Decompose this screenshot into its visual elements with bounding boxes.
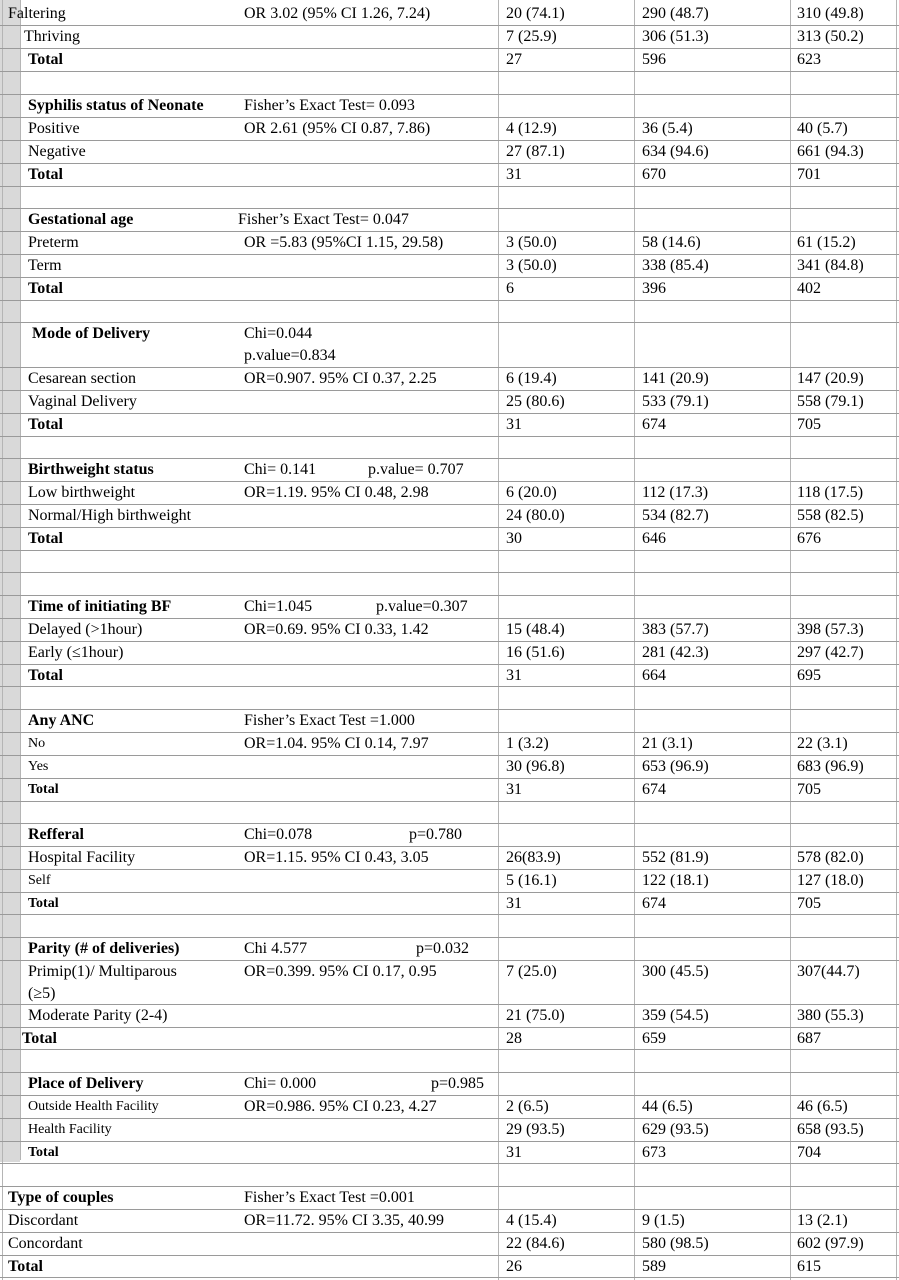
p-value: p=0.032 xyxy=(416,940,470,957)
count-cell: 580 (98.5) xyxy=(642,1235,709,1252)
test-statistic: OR=11.72. 95% CI 3.35, 40.99 xyxy=(244,1212,444,1229)
count-cell: 646 xyxy=(642,530,666,547)
count-cell: 307(44.7) xyxy=(797,963,860,980)
count-cell: 20 (74.1) xyxy=(506,5,565,22)
table-row xyxy=(0,824,899,847)
count-cell: 615 xyxy=(797,1258,821,1275)
row-label: Self xyxy=(28,873,51,888)
count-cell: 5 (16.1) xyxy=(506,872,557,889)
count-cell: 28 xyxy=(506,1030,522,1047)
table-row xyxy=(0,459,899,482)
count-cell: 589 xyxy=(642,1258,666,1275)
count-cell: 61 (15.2) xyxy=(797,234,856,251)
count-cell: 683 (96.9) xyxy=(797,758,864,775)
count-cell: 705 xyxy=(797,895,821,912)
table-row xyxy=(0,528,899,551)
group-header-label: Gestational age xyxy=(28,211,134,228)
spacer-row xyxy=(0,573,899,596)
table-row xyxy=(0,619,899,642)
table-row xyxy=(0,710,899,733)
total-label: Total xyxy=(28,1145,59,1160)
count-cell: 22 (84.6) xyxy=(506,1235,565,1252)
count-cell: 21 (3.1) xyxy=(642,735,693,752)
row-label: Discordant xyxy=(8,1212,79,1229)
count-cell: 7 (25.9) xyxy=(506,28,557,45)
count-cell: 578 (82.0) xyxy=(797,849,864,866)
test-statistic: Chi= 0.000 xyxy=(244,1075,317,1092)
spacer-row xyxy=(0,72,899,95)
count-cell: 341 (84.8) xyxy=(797,257,864,274)
table-row xyxy=(0,1187,899,1210)
count-cell: 634 (94.6) xyxy=(642,143,709,160)
count-cell: 623 xyxy=(797,51,821,68)
count-cell: 118 (17.5) xyxy=(797,484,864,501)
count-cell: 21 (75.0) xyxy=(506,1007,565,1024)
table-row xyxy=(0,164,899,187)
row-label: Faltering xyxy=(8,5,66,22)
table-row xyxy=(0,278,899,301)
row-label: Normal/High birthweight xyxy=(28,507,192,524)
count-cell: 40 (5.7) xyxy=(797,120,848,137)
group-header-label: Refferal xyxy=(28,826,84,843)
test-statistic: OR=1.15. 95% CI 0.43, 3.05 xyxy=(244,849,429,866)
total-label: Total xyxy=(22,1030,57,1047)
group-header-label: Place of Delivery xyxy=(28,1075,144,1092)
count-cell: 26(83.9) xyxy=(506,849,561,866)
total-label: Total xyxy=(28,280,63,297)
count-cell: 2 (6.5) xyxy=(506,1098,549,1115)
group-header-label: Any ANC xyxy=(28,712,95,729)
table-row xyxy=(0,1233,899,1256)
count-cell: 122 (18.1) xyxy=(642,872,709,889)
count-cell: 9 (1.5) xyxy=(642,1212,685,1229)
table-row xyxy=(0,893,899,915)
count-cell: 359 (54.5) xyxy=(642,1007,709,1024)
table-row xyxy=(0,368,899,391)
table-row xyxy=(0,1210,899,1233)
row-label: No xyxy=(28,736,46,751)
count-cell: 36 (5.4) xyxy=(642,120,693,137)
test-statistic: OR=1.04. 95% CI 0.14, 7.97 xyxy=(244,735,429,752)
row-label: Cesarean section xyxy=(28,370,136,387)
count-cell: 3 (50.0) xyxy=(506,234,557,251)
count-cell: 306 (51.3) xyxy=(642,28,709,45)
group-header-label: Parity (# of deliveries) xyxy=(28,940,180,957)
p-value: p=0.780 xyxy=(409,826,463,843)
test-statistic: OR=0.69. 95% CI 0.33, 1.42 xyxy=(244,621,429,638)
count-cell: 629 (93.5) xyxy=(642,1121,709,1138)
count-cell: 281 (42.3) xyxy=(642,644,709,661)
spacer-row xyxy=(0,551,899,573)
count-cell: 6 xyxy=(506,280,514,297)
spacer-row xyxy=(0,301,899,323)
table-row xyxy=(0,118,899,141)
count-cell: 6 (20.0) xyxy=(506,484,557,501)
count-cell: 31 xyxy=(506,895,522,912)
count-cell: 147 (20.9) xyxy=(797,370,864,387)
spacer-row xyxy=(0,802,899,824)
count-cell: 383 (57.7) xyxy=(642,621,709,638)
spacer-row xyxy=(0,1050,899,1073)
count-cell: 22 (3.1) xyxy=(797,735,848,752)
count-cell: 7 (25.0) xyxy=(506,963,557,980)
total-label: Total xyxy=(28,166,63,183)
count-cell: 24 (80.0) xyxy=(506,507,565,524)
test-statistic: Chi=0.078 xyxy=(244,826,313,843)
table-row xyxy=(0,95,899,118)
table-row xyxy=(0,1005,899,1028)
test-statistic: OR 3.02 (95% CI 1.26, 7.24) xyxy=(244,5,431,22)
p-value: p.value= 0.707 xyxy=(368,461,464,478)
count-cell: 31 xyxy=(506,667,522,684)
table-row xyxy=(0,596,899,619)
total-label: Total xyxy=(28,51,63,68)
count-cell: 674 xyxy=(642,895,666,912)
count-cell: 141 (20.9) xyxy=(642,370,709,387)
table-row xyxy=(0,733,899,756)
count-cell: 534 (82.7) xyxy=(642,507,709,524)
spacer-row xyxy=(0,1164,899,1187)
count-cell: 533 (79.1) xyxy=(642,393,709,410)
total-label: Total xyxy=(28,530,63,547)
count-cell: 380 (55.3) xyxy=(797,1007,864,1024)
count-cell: 31 xyxy=(506,416,522,433)
count-cell: 31 xyxy=(506,781,522,798)
test-statistic: Chi= 0.141 xyxy=(244,461,317,478)
total-label: Total xyxy=(28,782,59,797)
spacer-row xyxy=(0,437,899,459)
table-row xyxy=(0,209,899,232)
count-cell: 673 xyxy=(642,1144,666,1161)
group-header-label: Birthweight status xyxy=(28,461,154,478)
table-row xyxy=(0,141,899,164)
count-cell: 30 xyxy=(506,530,522,547)
count-cell: 313 (50.2) xyxy=(797,28,864,45)
count-cell: 396 xyxy=(642,280,666,297)
table-row xyxy=(0,961,899,1005)
table-row xyxy=(0,482,899,505)
spacer-row xyxy=(0,687,899,710)
count-cell: 674 xyxy=(642,416,666,433)
test-statistic: OR=0.907. 95% CI 0.37, 2.25 xyxy=(244,370,437,387)
row-label: Low birthweight xyxy=(28,484,136,501)
test-statistic: OR=0.399. 95% CI 0.17, 0.95 xyxy=(244,963,437,980)
count-cell: 31 xyxy=(506,1144,522,1161)
test-statistic: Fisher’s Exact Test= 0.093 xyxy=(244,97,415,114)
count-cell: 338 (85.4) xyxy=(642,257,709,274)
test-statistic: OR=0.986. 95% CI 0.23, 4.27 xyxy=(244,1098,437,1115)
table-row xyxy=(0,870,899,893)
test-statistic: OR =5.83 (95%CI 1.15, 29.58) xyxy=(244,234,444,251)
test-statistic: OR=1.19. 95% CI 0.48, 2.98 xyxy=(244,484,429,501)
row-label: Outside Health Facility xyxy=(28,1099,159,1114)
count-cell: 13 (2.1) xyxy=(797,1212,848,1229)
count-cell: 15 (48.4) xyxy=(506,621,565,638)
test-statistic: Chi 4.577 xyxy=(244,940,308,957)
count-cell: 300 (45.5) xyxy=(642,963,709,980)
count-cell: 4 (12.9) xyxy=(506,120,557,137)
test-statistic: Fisher’s Exact Test =1.000 xyxy=(244,712,415,729)
count-cell: 1 (3.2) xyxy=(506,735,549,752)
total-label: Total xyxy=(28,416,63,433)
test-statistic: OR 2.61 (95% CI 0.87, 7.86) xyxy=(244,120,431,137)
count-cell: 596 xyxy=(642,51,666,68)
row-label: Early (≤1hour) xyxy=(28,644,124,661)
count-cell: 31 xyxy=(506,166,522,183)
count-cell: 27 (87.1) xyxy=(506,143,565,160)
count-cell: 658 (93.5) xyxy=(797,1121,864,1138)
count-cell: 58 (14.6) xyxy=(642,234,701,251)
count-cell: 112 (17.3) xyxy=(642,484,709,501)
count-cell: 704 xyxy=(797,1144,821,1161)
row-label: Yes xyxy=(28,759,49,774)
count-cell: 687 xyxy=(797,1030,821,1047)
group-header-label: Syphilis status of Neonate xyxy=(28,97,204,114)
count-cell: 310 (49.8) xyxy=(797,5,864,22)
table-row xyxy=(0,505,899,528)
total-label: Total xyxy=(28,896,59,911)
table-row xyxy=(0,1256,899,1278)
count-cell: 558 (82.5) xyxy=(797,507,864,524)
table-row xyxy=(0,847,899,870)
count-cell: 602 (97.9) xyxy=(797,1235,864,1252)
count-cell: 653 (96.9) xyxy=(642,758,709,775)
table-row xyxy=(0,3,899,26)
count-cell: 676 xyxy=(797,530,821,547)
count-cell: 46 (6.5) xyxy=(797,1098,848,1115)
table-row xyxy=(0,665,899,687)
table-row xyxy=(0,938,899,961)
total-label: Total xyxy=(8,1258,43,1275)
row-label: Primip(1)/ Multiparous xyxy=(28,963,177,980)
test-statistic: Fisher’s Exact Test= 0.047 xyxy=(238,211,409,228)
count-cell: 27 xyxy=(506,51,522,68)
row-label: Health Facility xyxy=(28,1122,112,1137)
row-label: Moderate Parity (2-4) xyxy=(28,1007,168,1024)
count-cell: 3 (50.0) xyxy=(506,257,557,274)
row-label: Term xyxy=(28,257,62,274)
table-row xyxy=(0,26,899,49)
table-row xyxy=(0,1028,899,1050)
row-label: Concordant xyxy=(8,1235,83,1252)
row-label: Negative xyxy=(28,143,86,160)
count-cell: 705 xyxy=(797,781,821,798)
count-cell: 558 (79.1) xyxy=(797,393,864,410)
group-header-label: Time of initiating BF xyxy=(28,598,172,615)
count-cell: 25 (80.6) xyxy=(506,393,565,410)
table-row xyxy=(0,1073,899,1096)
table-row xyxy=(0,323,899,368)
count-cell: 670 xyxy=(642,166,666,183)
table-row xyxy=(0,391,899,414)
row-label: Delayed (>1hour) xyxy=(28,621,143,638)
table-row xyxy=(0,49,899,72)
count-cell: 661 (94.3) xyxy=(797,143,864,160)
row-label: Thriving xyxy=(24,28,80,45)
count-cell: 44 (6.5) xyxy=(642,1098,693,1115)
row-label: Vaginal Delivery xyxy=(28,393,137,410)
count-cell: 127 (18.0) xyxy=(797,872,864,889)
count-cell: 4 (15.4) xyxy=(506,1212,557,1229)
table-row xyxy=(0,1142,899,1164)
spacer-row xyxy=(0,187,899,209)
count-cell: 659 xyxy=(642,1030,666,1047)
p-value: p=0.985 xyxy=(431,1075,485,1092)
count-cell: 297 (42.7) xyxy=(797,644,864,661)
table-row xyxy=(0,779,899,802)
p-value: p.value=0.834 xyxy=(244,347,336,364)
count-cell: 674 xyxy=(642,781,666,798)
row-label: Preterm xyxy=(28,234,79,251)
table-row xyxy=(0,1119,899,1142)
total-label: Total xyxy=(28,667,63,684)
table-row xyxy=(0,232,899,255)
count-cell: 705 xyxy=(797,416,821,433)
count-cell: 402 xyxy=(797,280,821,297)
row-label: Hospital Facility xyxy=(28,849,136,866)
table-row xyxy=(0,1096,899,1119)
count-cell: 552 (81.9) xyxy=(642,849,709,866)
p-value: p.value=0.307 xyxy=(376,598,468,615)
count-cell: 26 xyxy=(506,1258,522,1275)
row-label: Positive xyxy=(28,120,80,137)
count-cell: 664 xyxy=(642,667,666,684)
group-header-label: Type of couples xyxy=(8,1189,114,1206)
group-header-label: Mode of Delivery xyxy=(32,325,151,342)
table-row xyxy=(0,255,899,278)
table-row xyxy=(0,642,899,665)
count-cell: 6 (19.4) xyxy=(506,370,557,387)
count-cell: 290 (48.7) xyxy=(642,5,709,22)
count-cell: 29 (93.5) xyxy=(506,1121,565,1138)
table-row xyxy=(0,414,899,437)
test-statistic: Chi=0.044 xyxy=(244,325,313,342)
table-row xyxy=(0,756,899,779)
count-cell: 695 xyxy=(797,667,821,684)
count-cell: 30 (96.8) xyxy=(506,758,565,775)
test-statistic: Chi=1.045 xyxy=(244,598,313,615)
count-cell: 701 xyxy=(797,166,821,183)
spacer-row xyxy=(0,915,899,938)
count-cell: 398 (57.3) xyxy=(797,621,864,638)
count-cell: 16 (51.6) xyxy=(506,644,565,661)
row-label-continued: (≥5) xyxy=(28,985,56,1002)
test-statistic: Fisher’s Exact Test =0.001 xyxy=(244,1189,415,1206)
